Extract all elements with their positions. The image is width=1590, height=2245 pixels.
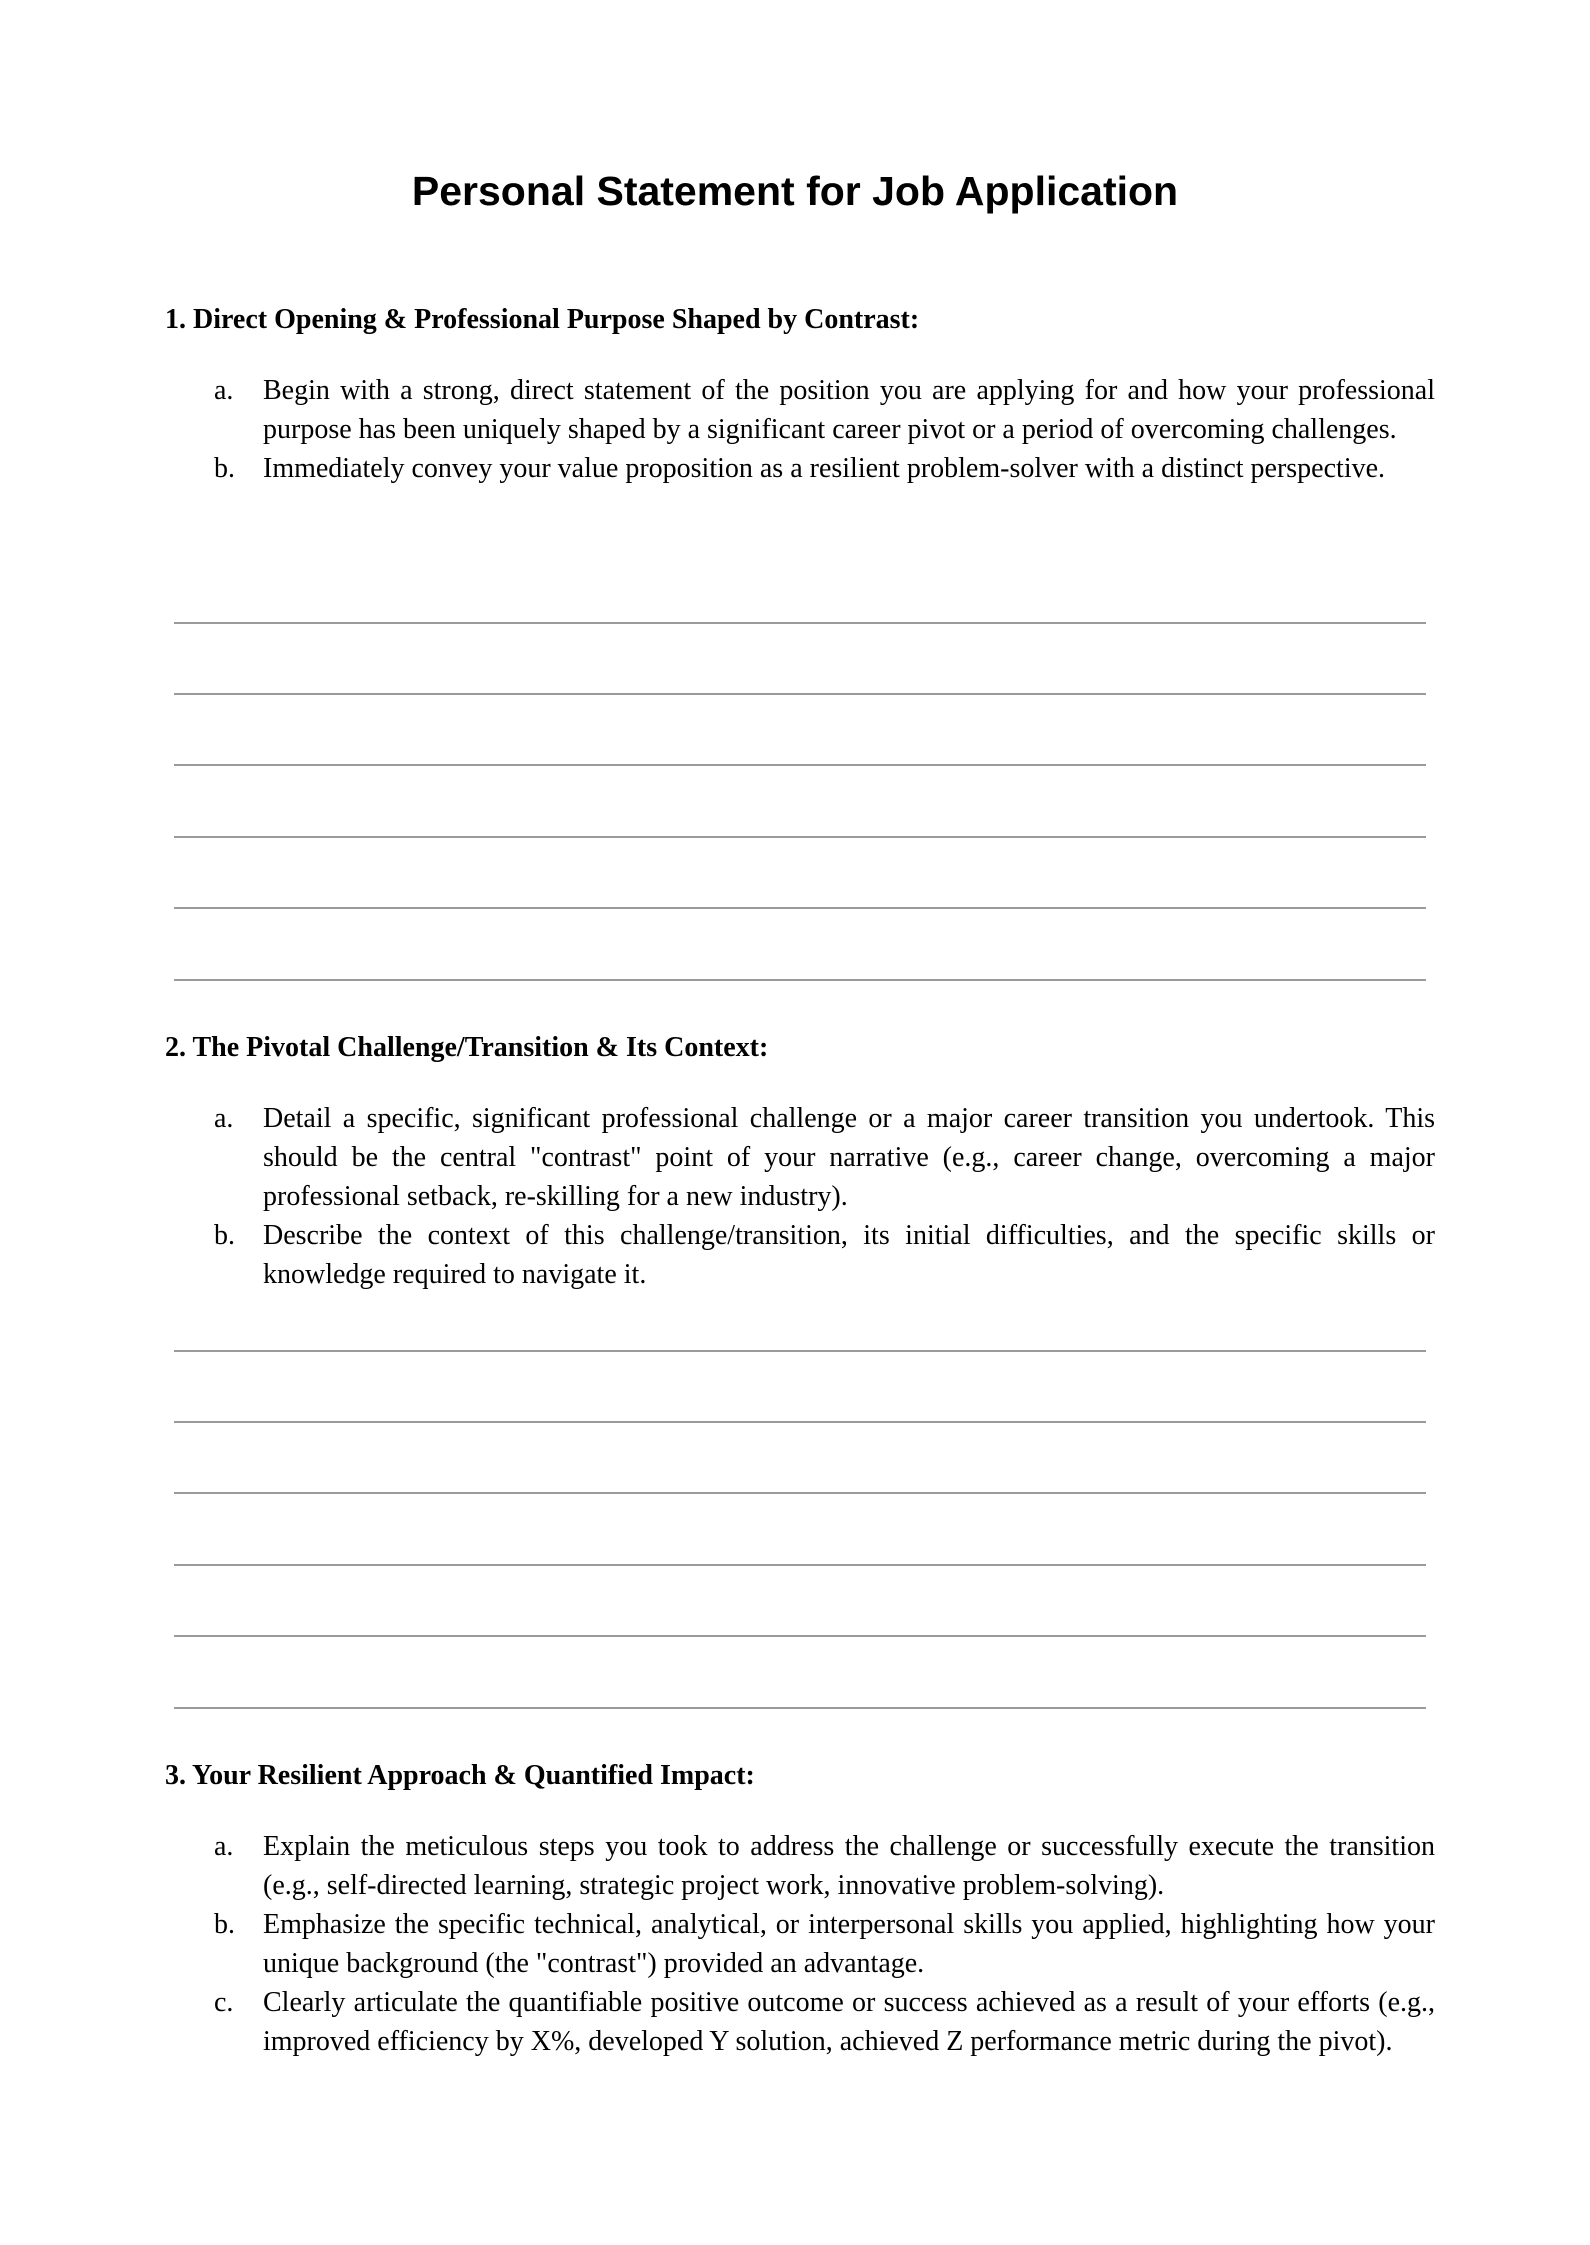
instruction-list [165,371,1435,488]
list-item-text: Detail a specific, significant professional challenge or a major career transition you undertook. This should be the central "contrast" point of your narrative (e.g., career change, overcoming a major professional setback, re-skilling for a new industry). [263,1103,1435,1212]
list-item-text: Explain the meticulous steps you took to address the challenge or successfully execute the transition (e.g., self-directed learning, strategic project work, innovative problem-solving). [263,1831,1435,1901]
writing-line[interactable] [174,979,1426,981]
section-2 [165,1028,1435,1294]
list-marker: b. [214,453,235,484]
writing-line[interactable] [174,1707,1426,1709]
writing-line[interactable] [174,1492,1426,1494]
list-item [165,1216,1435,1294]
list-item-text: Describe the context of this challenge/transition, its initial difficulties, and the specific skills or knowledge required to navigate it. [263,1220,1435,1290]
list-item-text: Clearly articulate the quantifiable positive outcome or success achieved as a result of your efforts (e.g., improved efficiency by X%, developed Y solution, achieved Z performance metric during the pivot). [263,1987,1435,2057]
list-marker: b. [214,1220,235,1251]
list-item [165,449,1435,488]
list-item-text: Immediately convey your value proposition as a resilient problem-solver with a distinct perspective. [263,453,1386,484]
list-marker: c. [214,1987,234,2018]
writing-line[interactable] [174,693,1426,695]
list-item [165,1099,1435,1216]
writing-line[interactable] [174,1421,1426,1423]
section-1 [165,300,1435,488]
writing-line[interactable] [174,836,1426,838]
instruction-list [165,1827,1435,2061]
section-heading: 3. Your Resilient Approach & Quantified Impact: [165,1760,755,1791]
writing-line[interactable] [174,764,1426,766]
writing-line[interactable] [174,1564,1426,1566]
instruction-list [165,1099,1435,1294]
list-item-text: Begin with a strong, direct statement of the position you are applying for and how your professional purpose has been uniquely shaped by a significant career pivot or a period of overcoming challenges. [263,375,1435,445]
list-item [165,1827,1435,1905]
list-item [165,1905,1435,1983]
list-marker: a. [214,1103,234,1134]
list-marker: a. [214,375,234,406]
list-item-text: Emphasize the specific technical, analytical, or interpersonal skills you applied, highlighting how your unique background (the "contrast") provided an advantage. [263,1909,1435,1979]
list-marker: a. [214,1831,234,1862]
writing-line[interactable] [174,907,1426,909]
writing-line[interactable] [174,622,1426,624]
section-heading: 1. Direct Opening & Professional Purpose Shaped by Contrast: [165,304,920,335]
page-title: Personal Statement for Job Application [411,168,1179,214]
list-item [165,1983,1435,2061]
section-3 [165,1756,1435,2061]
list-marker: b. [214,1909,235,1940]
section-heading: 2. The Pivotal Challenge/Transition & Its Context: [165,1032,769,1063]
list-item [165,371,1435,449]
writing-line[interactable] [174,1635,1426,1637]
writing-line[interactable] [174,1350,1426,1352]
